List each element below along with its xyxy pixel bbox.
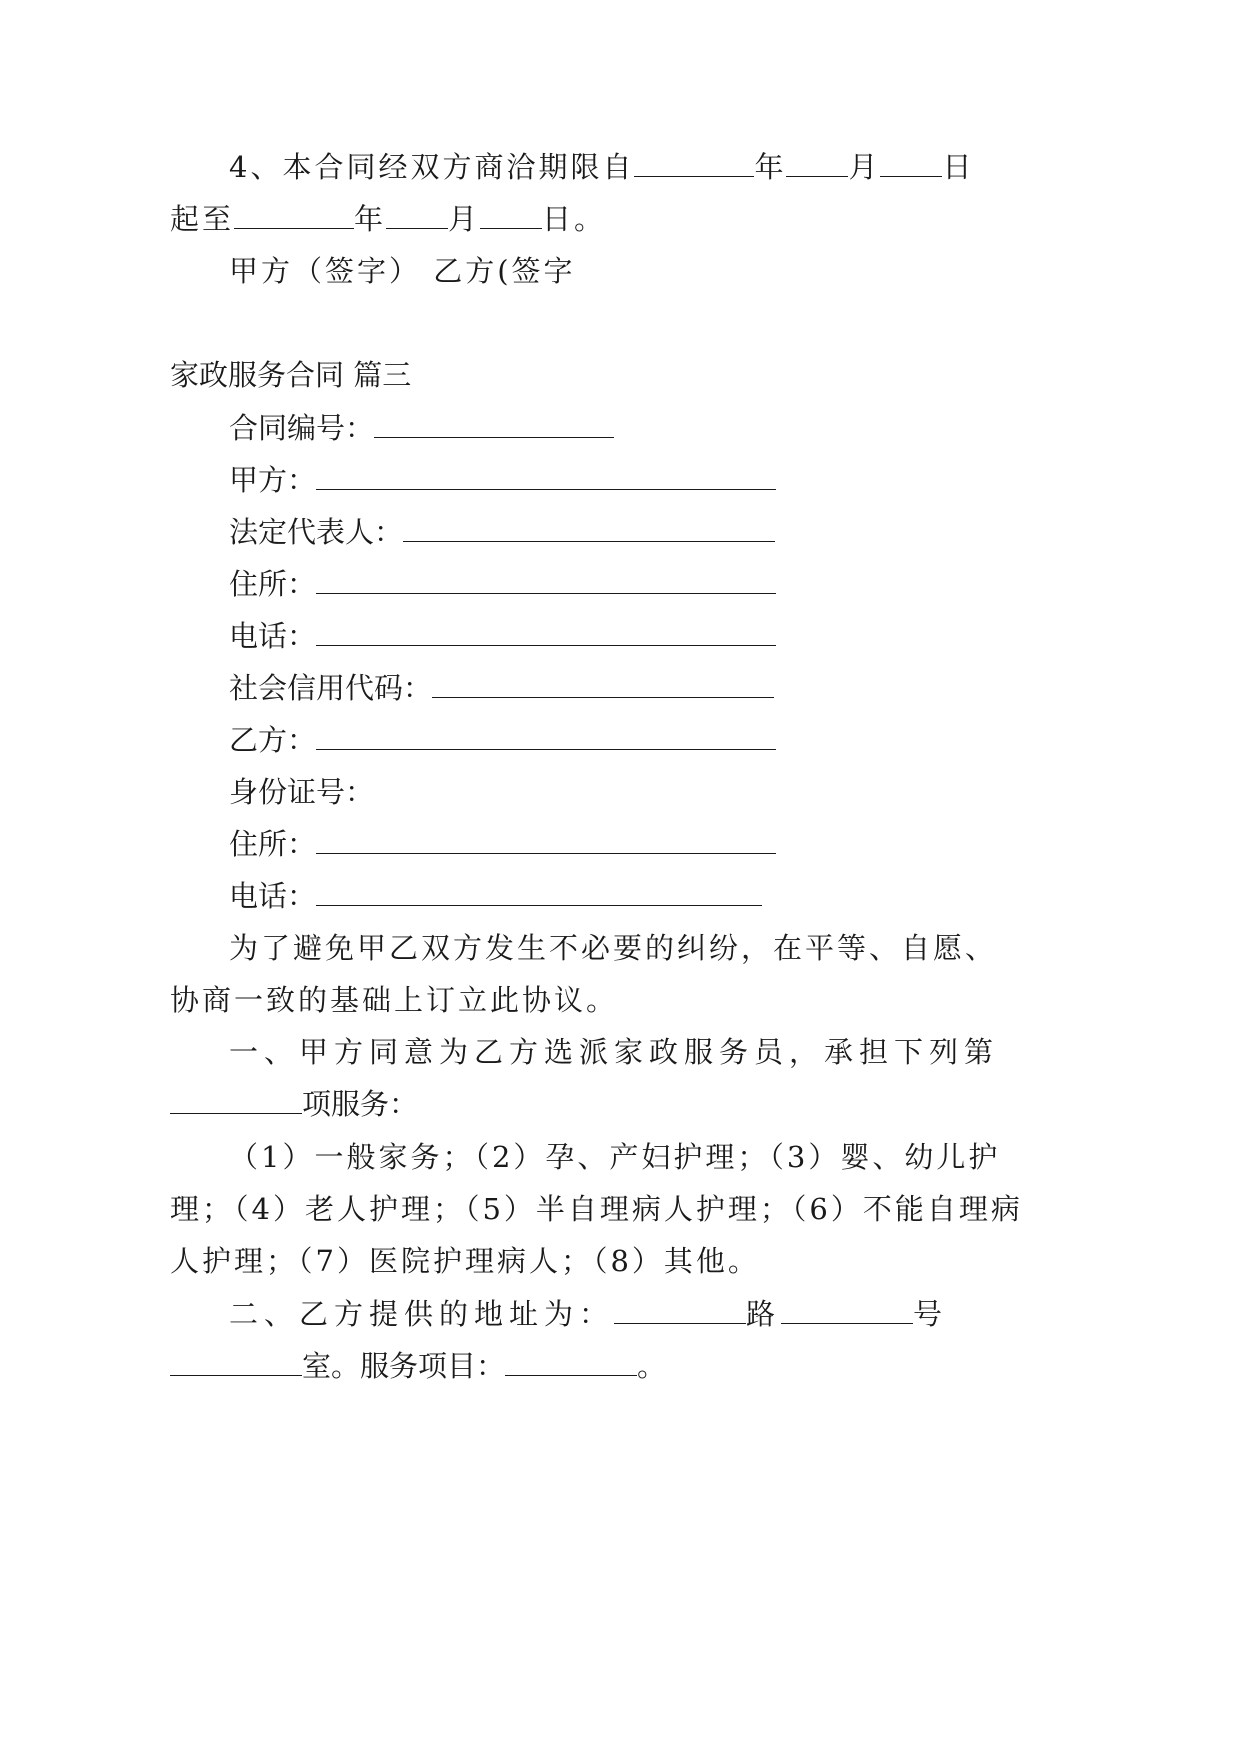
services-line-1: （1）一般家务；（2）孕、产妇护理；（3）婴、幼儿护 — [229, 1140, 1001, 1174]
clause-1-tail: 项服务： — [302, 1087, 419, 1121]
contract-number-label: 合同编号： — [229, 411, 375, 445]
credit-code-blank — [432, 671, 774, 698]
id-number-label: 身份证号： — [229, 775, 375, 809]
service-item-blank — [505, 1349, 637, 1376]
id-number-row — [229, 772, 374, 812]
end-year-blank — [234, 202, 354, 229]
party-b-blank — [316, 723, 776, 750]
phone-b-blank — [316, 879, 762, 906]
signature-line: 甲方（签字） 乙方(签字 — [229, 254, 576, 288]
room-blank — [170, 1349, 302, 1376]
legal-representative-row — [229, 512, 775, 552]
number-label: 号 — [913, 1297, 949, 1331]
address-a-row — [229, 564, 776, 604]
clause-1-line-2 — [170, 1084, 418, 1124]
start-year-blank — [634, 150, 754, 177]
road-blank — [614, 1297, 746, 1324]
phone-a-blank — [316, 619, 776, 646]
address-b-row — [229, 824, 776, 864]
end-day-blank — [480, 202, 542, 229]
credit-code-row — [229, 668, 774, 708]
phone-a-row — [229, 616, 776, 656]
phone-b-row — [229, 876, 762, 916]
day-label: 日 — [942, 150, 975, 184]
term-clause-to: 起至 — [170, 202, 235, 236]
clause-2-lead: 二、乙方提供的地址为： — [229, 1297, 615, 1331]
address-b-blank — [316, 827, 776, 854]
month-label: 月 — [448, 202, 481, 236]
year-label: 年 — [754, 150, 787, 184]
end-month-blank — [386, 202, 448, 229]
section-heading: 家政服务合同 篇三 — [170, 358, 412, 392]
services-line-2: 理；（4）老人护理；（5）半自理病人护理；（6）不能自理病 — [170, 1192, 1023, 1226]
address-a-label: 住所： — [229, 567, 317, 601]
address-a-blank — [316, 567, 776, 594]
phone-b-label: 电话： — [229, 879, 317, 913]
party-b-row — [229, 720, 776, 760]
term-clause-line-2 — [170, 199, 606, 239]
start-day-blank — [880, 150, 942, 177]
term-clause-line-1 — [229, 147, 975, 187]
number-blank — [781, 1297, 913, 1324]
party-b-label: 乙方： — [229, 723, 317, 757]
line-end-period: 。 — [637, 1349, 667, 1383]
start-month-blank — [786, 150, 848, 177]
room-label: 室。服务项目： — [302, 1349, 506, 1383]
day-label: 日。 — [542, 202, 607, 236]
credit-code-label: 社会信用代码： — [229, 671, 433, 705]
party-a-blank — [316, 463, 776, 490]
year-label: 年 — [354, 202, 387, 236]
service-number-blank — [170, 1087, 302, 1114]
term-clause-lead: 4、本合同经双方商洽期限自 — [229, 150, 635, 184]
road-label: 路 — [746, 1297, 782, 1331]
contract-number-row — [229, 408, 614, 448]
services-line-3: 人护理；（7）医院护理病人；（8）其他。 — [170, 1244, 760, 1278]
intro-line-2: 协商一致的基础上订立此协议。 — [170, 983, 619, 1017]
clause-1-line-1: 一、甲方同意为乙方选派家政服务员，承担下列第 — [229, 1035, 1000, 1069]
legal-representative-blank — [403, 515, 775, 542]
clause-2-line-1 — [229, 1294, 948, 1334]
legal-representative-label: 法定代表人： — [229, 515, 404, 549]
party-a-row — [229, 460, 776, 500]
clause-2-line-2 — [170, 1346, 666, 1386]
intro-line-1: 为了避免甲乙双方发生不必要的纠纷，在平等、自愿、 — [229, 931, 998, 965]
party-a-label: 甲方： — [229, 463, 317, 497]
address-b-label: 住所： — [229, 827, 317, 861]
phone-a-label: 电话： — [229, 619, 317, 653]
contract-number-blank — [374, 411, 614, 438]
month-label: 月 — [848, 150, 881, 184]
